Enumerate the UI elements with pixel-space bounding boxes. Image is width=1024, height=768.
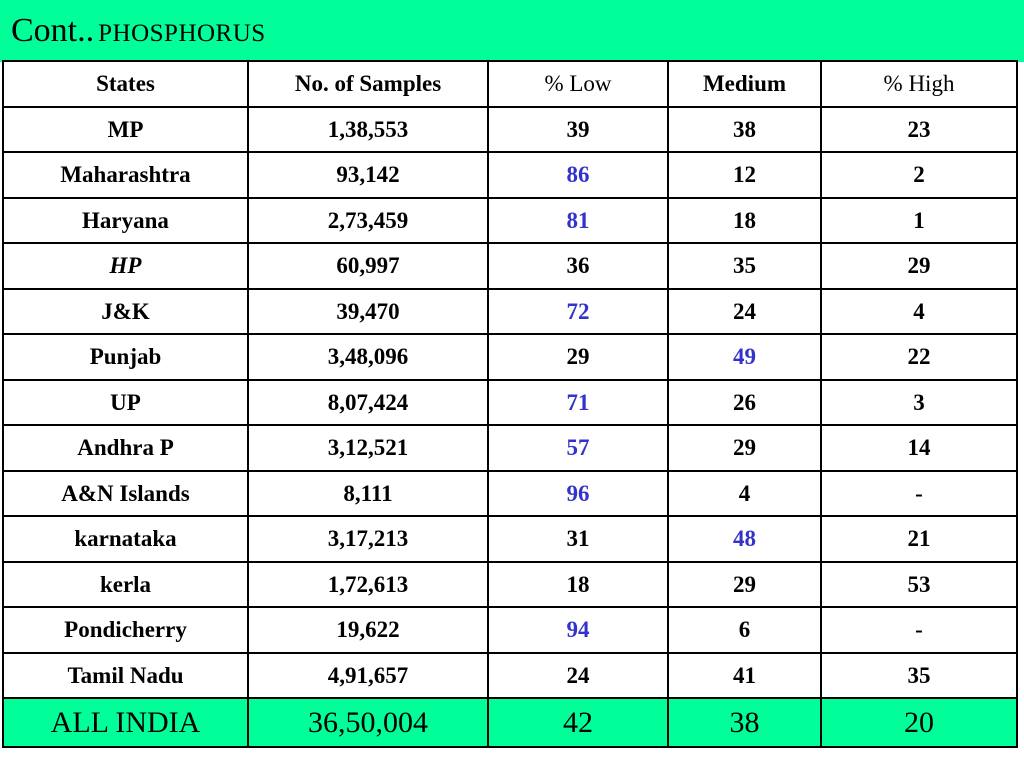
table-row [3, 516, 1017, 562]
cell-state: Andhra P [3, 425, 248, 471]
cell-medium: 29 [668, 425, 821, 471]
cell-low: 96 [488, 471, 668, 517]
cell-state: UP [3, 380, 248, 426]
cell-medium: 49 [668, 334, 821, 380]
cell-medium: 35 [668, 243, 821, 289]
cell-high: 2 [821, 152, 1017, 198]
cell-state: HP [3, 243, 248, 289]
cell-medium: 29 [668, 562, 821, 608]
table-row [3, 243, 1017, 289]
cell-state: MP [3, 107, 248, 153]
slide-title [11, 14, 266, 48]
table-row [3, 198, 1017, 244]
table-row [3, 607, 1017, 653]
cell-samples: 3,17,213 [248, 516, 488, 562]
cell-state: Haryana [3, 198, 248, 244]
table-row [3, 562, 1017, 608]
table-row [3, 425, 1017, 471]
cell-high: 4 [821, 289, 1017, 335]
cell-low: 29 [488, 334, 668, 380]
cell-low: 72 [488, 289, 668, 335]
table-row [3, 471, 1017, 517]
cell-low: 71 [488, 380, 668, 426]
cell-low: 36 [488, 243, 668, 289]
cell-state: Pondicherry [3, 607, 248, 653]
cell-medium: 12 [668, 152, 821, 198]
table-row [3, 289, 1017, 335]
cell-samples: 19,622 [248, 607, 488, 653]
cell-low: 39 [488, 107, 668, 153]
cell-low: 86 [488, 152, 668, 198]
cell-high: 35 [821, 653, 1017, 699]
table-row [3, 334, 1017, 380]
table-row [3, 380, 1017, 426]
slide-title-main: Cont.. [11, 12, 95, 49]
cell-low: 31 [488, 516, 668, 562]
phosphorus-table [2, 60, 1018, 748]
cell-high: 29 [821, 243, 1017, 289]
table-row [3, 653, 1017, 699]
cell-high: 23 [821, 107, 1017, 153]
cell-high: - [821, 607, 1017, 653]
cell-samples: 4,91,657 [248, 653, 488, 699]
cell-medium: 4 [668, 471, 821, 517]
cell-state: Tamil Nadu [3, 653, 248, 699]
cell-low: 81 [488, 198, 668, 244]
cell-samples: 39,470 [248, 289, 488, 335]
cell-low: 57 [488, 425, 668, 471]
table-total-row [3, 698, 1017, 747]
cell-high: 22 [821, 334, 1017, 380]
cell-state: kerla [3, 562, 248, 608]
cell-state: Maharashtra [3, 152, 248, 198]
table-body [3, 107, 1017, 748]
column-header-samples: No. of Samples [248, 61, 488, 107]
cell-medium: 48 [668, 516, 821, 562]
cell-high: 53 [821, 562, 1017, 608]
cell-state: Punjab [3, 334, 248, 380]
cell-high: 21 [821, 516, 1017, 562]
cell-medium: 18 [668, 198, 821, 244]
cell-state: karnataka [3, 516, 248, 562]
cell-samples: 3,48,096 [248, 334, 488, 380]
table-header-row [3, 61, 1017, 107]
cell-samples: 93,142 [248, 152, 488, 198]
cell-samples: 3,12,521 [248, 425, 488, 471]
cell-high: 3 [821, 380, 1017, 426]
column-header-states: States [3, 61, 248, 107]
cell-samples: 2,73,459 [248, 198, 488, 244]
cell-state: A&N Islands [3, 471, 248, 517]
cell-medium: 24 [668, 289, 821, 335]
table-row [3, 107, 1017, 153]
cell-samples: 1,72,613 [248, 562, 488, 608]
column-header-high: % High [821, 61, 1017, 107]
cell-low: 94 [488, 607, 668, 653]
column-header-low: % Low [488, 61, 668, 107]
total-samples: 36,50,004 [248, 698, 488, 747]
total-state: ALL INDIA [3, 698, 248, 747]
cell-medium: 38 [668, 107, 821, 153]
cell-medium: 26 [668, 380, 821, 426]
cell-samples: 8,07,424 [248, 380, 488, 426]
total-medium: 38 [668, 698, 821, 747]
total-low: 42 [488, 698, 668, 747]
cell-samples: 1,38,553 [248, 107, 488, 153]
cell-state: J&K [3, 289, 248, 335]
cell-low: 24 [488, 653, 668, 699]
slide-title-sub: PHOSPHORUS [98, 20, 266, 47]
cell-high: 1 [821, 198, 1017, 244]
total-high: 20 [821, 698, 1017, 747]
column-header-medium: Medium [668, 61, 821, 107]
cell-medium: 41 [668, 653, 821, 699]
table-row [3, 152, 1017, 198]
cell-high: 14 [821, 425, 1017, 471]
cell-low: 18 [488, 562, 668, 608]
cell-high: - [821, 471, 1017, 517]
cell-samples: 8,111 [248, 471, 488, 517]
cell-samples: 60,997 [248, 243, 488, 289]
cell-medium: 6 [668, 607, 821, 653]
